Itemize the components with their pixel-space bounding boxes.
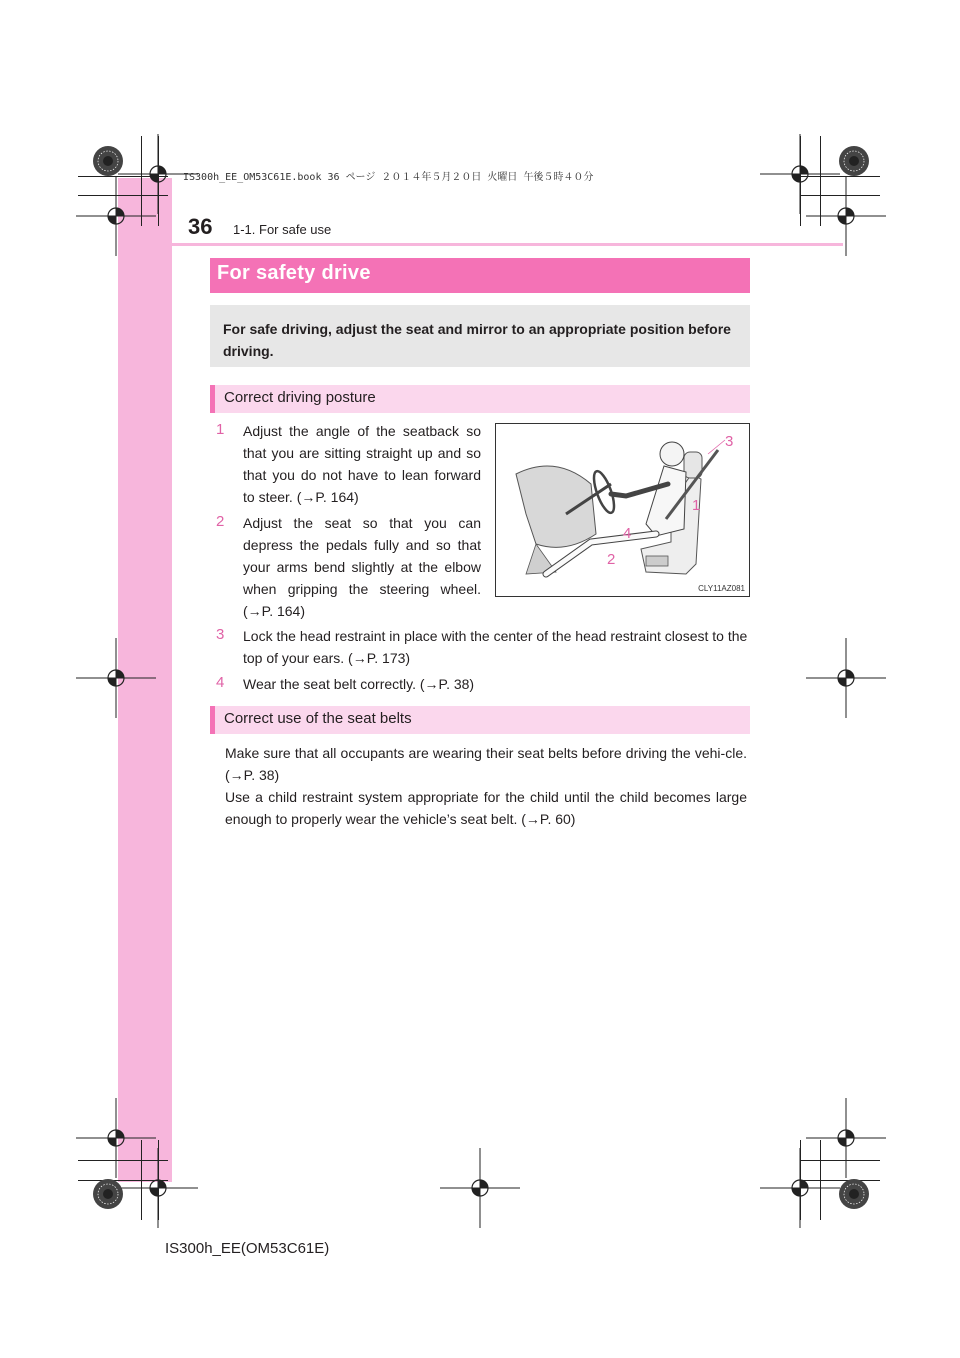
print-info-line: IS300h_EE_OM53C61E.book 36 ページ ２０１４年５月２０日 火曜日 午後５時４０分 xyxy=(183,172,594,183)
step-text: Adjust the angle of the seatback so that you are sitting straight up and so that you do not have to lean forward to steer. (→P. 164) xyxy=(243,423,481,505)
step-text: Adjust the seat so that you can depress the pedals fully and so that your arms bend slightly at the elbow when gripping the steering wheel. (→P. 164) xyxy=(243,515,481,619)
page-title: For safety drive xyxy=(217,262,371,284)
step-text: Lock the head restraint in place with the center of the head restraint closest to the top of your ears. (→P. 173) xyxy=(243,628,748,666)
step-number: 1 xyxy=(216,421,225,438)
step-number: 2 xyxy=(216,513,225,530)
paragraph: Use a child restraint system appropriate for the child until the child becomes large enough to properly wear the vehicle’s seat belt. (→P. 60) xyxy=(225,789,747,827)
section-reference: 1-1. For safe use xyxy=(233,222,332,237)
section-heading: Correct driving posture xyxy=(224,389,376,406)
crosshair-icon xyxy=(806,638,886,718)
page-number: 36 xyxy=(188,214,213,239)
crosshair-icon xyxy=(440,1148,520,1228)
callout-2: 2 xyxy=(607,551,616,568)
footer-model-code: IS300h_EE(OM53C61E) xyxy=(165,1240,330,1257)
crosshair-icon xyxy=(806,1098,886,1178)
figure-code: CLY11AZ081 xyxy=(698,584,745,593)
section-heading: Correct use of the seat belts xyxy=(224,710,412,727)
registration-dial-icon xyxy=(92,145,124,177)
intro-text: For safe driving, adjust the seat and mirror to an appropriate position before driving. xyxy=(223,321,731,359)
callout-3: 3 xyxy=(725,433,734,450)
registration-dial-icon xyxy=(838,145,870,177)
crosshair-icon xyxy=(118,1148,198,1228)
step-text: Wear the seat belt correctly. (→P. 38) xyxy=(243,676,475,692)
callout-4: 4 xyxy=(623,525,632,542)
callout-1: 1 xyxy=(692,497,701,514)
header-rule xyxy=(118,243,843,246)
driving-posture-illustration xyxy=(495,423,750,597)
paragraph: Make sure that all occupants are wearing their seat belts before driving the vehi-cle. (→P. 38) xyxy=(225,745,747,783)
crosshair-icon xyxy=(76,638,156,718)
driver-seat-drawing xyxy=(496,424,749,596)
registration-dial-icon xyxy=(92,1178,124,1210)
step-number: 3 xyxy=(216,626,225,643)
step-number: 4 xyxy=(216,674,225,691)
registration-dial-icon xyxy=(838,1178,870,1210)
